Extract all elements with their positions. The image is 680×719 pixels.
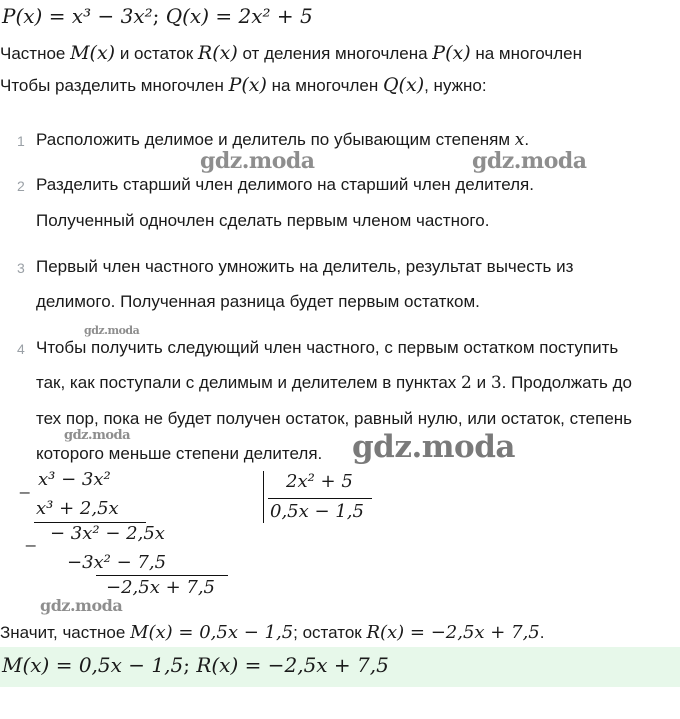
answer-remainder: R(x) = −2,5x + 7,5 — [196, 653, 389, 677]
intro-text: Частное — [0, 44, 71, 63]
remainder-result: R(x) = −2,5x + 7,5 — [366, 622, 540, 643]
divisor: 2x² + 5 — [286, 471, 353, 492]
step-2-line-2: Полученный одночлен сделать первым членом частного. — [36, 211, 490, 230]
intro-line-2 — [0, 74, 487, 96]
conclusion-text: Значит, частное — [0, 623, 131, 642]
polynomial-p-symbol: P(x) — [228, 74, 267, 96]
watermark: gdz.moda — [200, 148, 315, 174]
step-text: и — [471, 373, 491, 392]
intro-line-1 — [0, 42, 582, 64]
quotient-result: M(x) = 0,5x − 1,5 — [130, 622, 294, 643]
intro-text: на многочлен — [470, 44, 582, 63]
second-subtrahend: −3x² − 7,5 — [67, 552, 167, 573]
polynomial-q-symbol: Q(x) — [382, 74, 425, 96]
step-text: . Продолжать до — [501, 373, 632, 392]
p-expression: x³ − 3x² — [71, 4, 153, 28]
intro-text: на многочлен — [266, 76, 383, 95]
step-3-line-1: Первый член частного умножить на делитель, результат вычесть из — [36, 257, 574, 276]
division-bar — [263, 471, 264, 523]
p-label: P(x) = — [2, 4, 72, 28]
conclusion-text: ; остаток — [293, 623, 367, 642]
step-number: 3 — [17, 260, 25, 276]
header-separator: ; — [152, 4, 166, 28]
watermark: gdz.moda — [64, 428, 131, 443]
intro-text: и остаток — [115, 44, 198, 63]
final-remainder: −2,5x + 7,5 — [106, 577, 216, 598]
intro-text: Чтобы разделить многочлен — [0, 76, 229, 95]
step-number: 1 — [17, 133, 25, 149]
watermark: gdz.moda — [84, 324, 140, 337]
q-label: Q(x) = — [165, 4, 239, 28]
step-4-line-2 — [36, 373, 632, 393]
step-4-line-3: тех пор, пока не будет получен остаток, равный нулю, или остаток, степень — [36, 409, 633, 428]
step-text: . — [524, 130, 530, 149]
division-rule — [268, 498, 372, 499]
intro-text: , нужно: — [424, 76, 487, 95]
q-expression: 2x² + 5 — [238, 4, 313, 28]
conclusion — [0, 622, 544, 643]
step-2-line-1: Разделить старший член делимого на старший член делителя. — [36, 175, 534, 194]
step-number: 4 — [17, 341, 25, 357]
first-subtrahend: x³ + 2,5x — [36, 498, 119, 519]
step-3-line-2: делимого. Полученная разница будет первым остатком. — [36, 292, 480, 311]
watermark: gdz.moda — [352, 429, 515, 465]
step-1-text — [36, 130, 529, 150]
quotient-symbol: M(x) — [70, 42, 116, 64]
conclusion-text: . — [539, 623, 545, 642]
step-4-line-4: которого меньше степени делителя. — [36, 444, 323, 463]
intro-text: от деления многочлена — [237, 44, 433, 63]
answer-box — [0, 647, 680, 687]
header-formula — [2, 4, 313, 28]
step-4-line-1: Чтобы получить следующий член частного, с первым остатком поступить — [36, 338, 619, 357]
step-number: 2 — [17, 178, 25, 194]
variable-x: x — [514, 130, 525, 150]
answer-quotient: M(x) = 0,5x − 1,5 — [2, 653, 184, 677]
step-text: Расположить делимое и делитель по убывающим степеням — [36, 130, 515, 149]
polynomial-p-symbol: P(x) — [432, 42, 471, 64]
remainder-symbol: R(x) — [197, 42, 238, 64]
step-ref: 2 — [461, 373, 472, 393]
first-remainder: − 3x² − 2,5x — [50, 523, 165, 544]
answer-separator: ; — [183, 653, 197, 677]
minus-sign: _ — [26, 528, 36, 547]
watermark: gdz.moda — [40, 596, 123, 615]
dividend: x³ − 3x² — [38, 469, 111, 490]
quotient: 0,5x − 1,5 — [270, 501, 364, 522]
minus-sign: _ — [20, 475, 30, 494]
watermark: gdz.moda — [472, 148, 587, 174]
step-ref: 3 — [490, 373, 502, 393]
division-rule — [96, 575, 228, 576]
answer-formula — [2, 653, 389, 677]
step-text: так, как поступали с делимым и делителем в пунктах — [36, 373, 462, 392]
